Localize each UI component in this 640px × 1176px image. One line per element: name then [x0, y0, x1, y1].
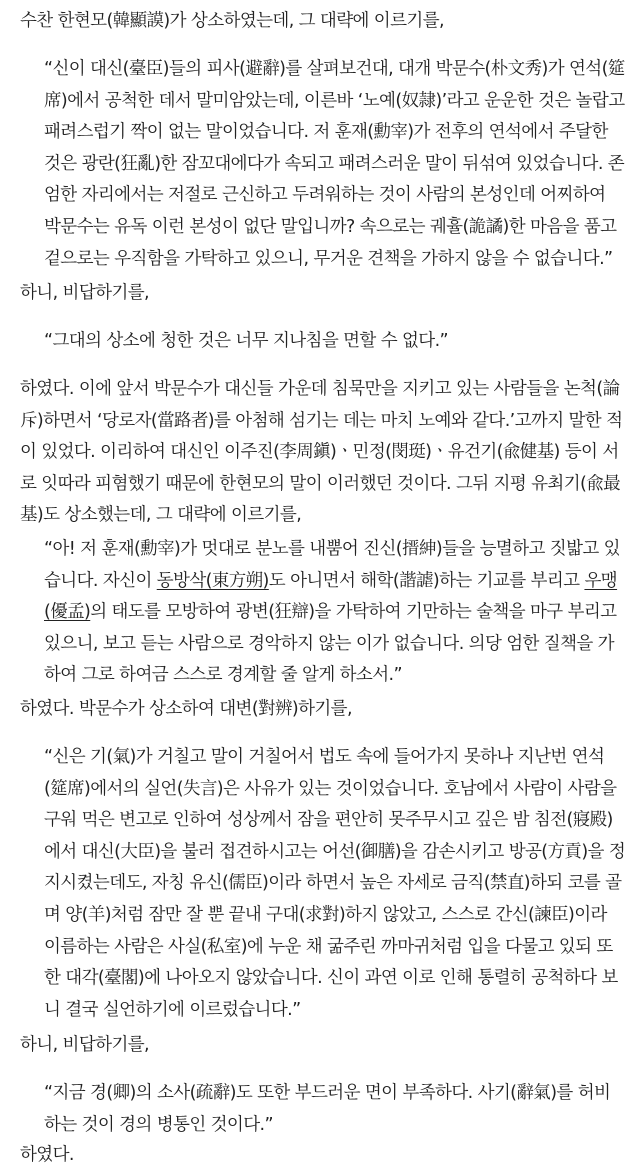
annotated-term-umaeng[interactable]: 우맹(優孟)	[44, 570, 618, 623]
memorial-quote: “신이 대신(臺臣)들의 피사(避辭)를 살펴보건대, 대개 박문수(朴文秀)가 연석(筵席)에서 공척한 데서 말미암았는데, 이른바 ‘노예(奴隷)’라고 운운한 것은 놀랍고 패려스럽기 짝이 없는 말이었습니다. 저 훈재(勳宰)가 전후의 연석에서 주달한 것은 광란(狂亂)한 잠꼬대에다가 속되고 패려스러운 말이 뒤섞여 있었습니다. 존엄한 자리에서는 저절로 근신하고 두려워하는 것이 사람의 본성인데 어찌하여 박문수는 유독 이런 본성이 없단 말입니까? 속으로는 궤휼(詭譎)한 마음을 품고 겉으로는 우직함을 가탁하고 있으니, 무거운 견책을 가하지 않을 수 없습니다.”	[44, 59, 625, 269]
quote-text: 도 아니면서 해학(諧謔)하는 기교를 부리고	[268, 570, 585, 591]
memorial-quote	[44, 534, 626, 692]
narration-paragraph: 하니, 비답하기를,	[20, 1035, 150, 1055]
quote-text: 의 태도를 모방하여 광변(狂辯)을 가탁하여 기만하는 술책을 마구 부리고 있으니, 보고 듣는 사람으로 경악하지 않는 이가 없습니다. 의당 엄한 질책을 가하여 그로 하여금 스스로 경계할 줄 알게 하소서.”	[44, 602, 617, 686]
annotated-term-dongbangsak[interactable]: 동방삭(東方朔)	[156, 570, 269, 591]
royal-reply-quote: “지금 경(卿)의 소사(疏辭)도 또한 부드러운 면이 부족하다. 사기(辭氣)를 허비하는 것이 경의 병통인 것이다.”	[44, 1083, 611, 1135]
narration-paragraph: 하였다. 이에 앞서 박문수가 대신들 가운데 침묵만을 지키고 있는 사람들을 논척(論斥)하면서 ‘당로자(當路者)를 아첨해 섬기는 데는 마치 노예와 같다.’고까지 말한 적이 있었다. 이리하여 대신인 이주진(李周鎭)ㆍ민정(閔珽)ㆍ유건기(兪健基) 등이 서로 잇따라 피혐했기 때문에 한현모의 말이 이러했던 것이다. 그뒤 지평 유최기(兪最基)도 상소했는데, 그 대략에 이르기를,	[20, 379, 623, 526]
quote-text: “아! 저 훈재(勳宰)가 멋대로 분노를 내뿜어 진신(搢紳)들을 능멸하고 짓밟고 있습니다. 자신이	[44, 539, 620, 591]
narration-paragraph: 하니, 비답하기를,	[20, 283, 150, 303]
narration-paragraph: 하였다. 박문수가 상소하여 대변(對辨)하기를,	[20, 699, 352, 719]
narration-paragraph: 하였다.	[20, 1145, 74, 1165]
royal-reply-quote: “그대의 상소에 청한 것은 너무 지나침을 면할 수 없다.”	[44, 331, 449, 351]
narration-paragraph: 수찬 한현모(韓顯謨)가 상소하였는데, 그 대략에 이르기를,	[20, 11, 444, 31]
memorial-quote: “신은 기(氣)가 거칠고 말이 거칠어서 법도 속에 들어가지 못하나 지난번 연석(筵席)에서의 실언(失言)은 사유가 있는 것이었습니다. 호남에서 사람이 사람을 구워 먹은 변고로 인하여 성상께서 잠을 편안히 못주무시고 깊은 밤 침전(寢殿)에서 대신(大臣)을 불러 접견하시고는 어선(御膳)을 감손시키고 방공(方貢)을 정지시켰는데도, 자칭 유신(儒臣)이라 하면서 높은 자세로 금직(禁直)하되 코를 골며 양(羊)처럼 잠만 잘 뿐 끝내 구대(求對)하지 않았고, 스스로 간신(諫臣)이라 이름하는 사람은 사실(私室)에 누운 채 굶주린 까마귀처럼 입을 다물고 있되 또한 대각(臺閣)에 나아오지 않았습니다. 신이 과연 이로 인해 통렬히 공척하다 보니 결국 실언하기에 이르렀습니다.”	[44, 747, 626, 1020]
